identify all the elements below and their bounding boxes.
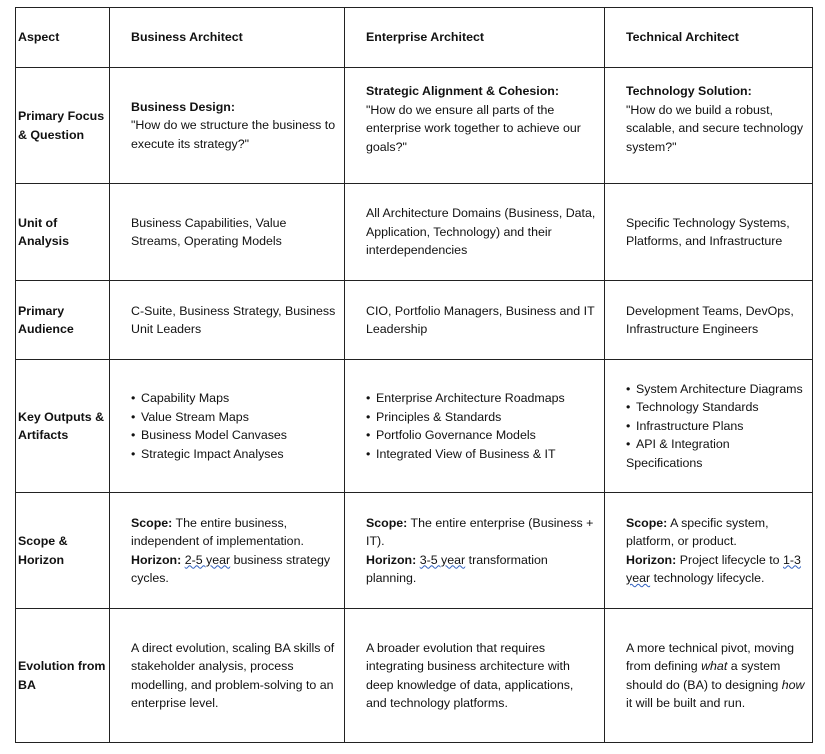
cell-business-focus — [110, 68, 345, 184]
list-item: • Technology Standards — [626, 398, 810, 417]
evolution-text: A more technical pivot, moving from defining — [626, 640, 795, 673]
horizon-text: Project lifecycle to — [679, 552, 780, 567]
cell-enterprise-unit: All Architecture Domains (Business, Data, Application, Technology) and their interdependencies — [345, 184, 605, 281]
horizon-line — [626, 551, 809, 588]
cell-technical-focus — [605, 68, 813, 184]
scope-line — [626, 514, 809, 551]
horizon-text: transformation planning. — [366, 552, 548, 585]
scope-text: The entire enterprise (Business + IT). — [366, 515, 594, 548]
row-aspect-primary-focus: Primary Focus & Question — [16, 68, 110, 184]
row-aspect-scope-horizon: Scope & Horizon — [16, 493, 110, 609]
row-aspect-evolution: Evolution from BA — [16, 609, 110, 743]
evolution-text: a system should do (BA) to designing — [626, 659, 781, 692]
cell-technical-audience: Development Teams, DevOps, Infrastructure Engineers — [605, 281, 813, 360]
header-business-architect: Business Architect — [110, 8, 345, 68]
cell-technical-outputs — [605, 360, 813, 493]
cell-enterprise-audience: CIO, Portfolio Managers, Business and IT Leadership — [345, 281, 605, 360]
list-item-text: API & Integration Specifications — [626, 437, 730, 470]
cell-title: Business Design: — [131, 99, 235, 114]
list-item — [626, 435, 786, 472]
list-item: • Integrated View of Business & IT — [366, 445, 596, 464]
scope-label: Scope: — [626, 515, 668, 530]
cell-enterprise-scope — [345, 493, 605, 609]
horizon-value: 3-5 year — [419, 552, 466, 567]
scope-text: A specific system, platform, or product. — [626, 515, 769, 548]
list-item: • Business Model Canvases — [131, 426, 336, 445]
cell-enterprise-evolution: A broader evolution that requires integrating business architecture with deep knowledge of data, applications, and technology platforms. — [345, 609, 605, 743]
table-row — [16, 281, 813, 360]
cell-enterprise-focus — [345, 68, 605, 184]
row-aspect-key-outputs: Key Outputs & Artifacts — [16, 360, 110, 493]
bullet-list — [131, 389, 336, 463]
row-aspect-unit-of-analysis: Unit of Analysis — [16, 184, 110, 281]
cell-title: Technology Solution: — [626, 84, 752, 98]
horizon-text: business strategy cycles. — [131, 552, 331, 585]
comparison-table — [15, 7, 813, 743]
list-item: • Enterprise Architecture Roadmaps — [366, 389, 596, 408]
list-item: • Capability Maps — [131, 389, 336, 408]
scope-text: The entire business, independent of implementation. — [131, 515, 304, 548]
cell-business-scope — [110, 493, 345, 609]
list-item: • Strategic Impact Analyses — [131, 445, 336, 464]
horizon-value: 2-5 year — [184, 552, 231, 567]
scope-line — [366, 514, 596, 551]
evolution-text: it will be built and run. — [626, 696, 746, 710]
horizon-label: Horizon: — [626, 552, 677, 567]
horizon-label: Horizon: — [131, 552, 182, 567]
horizon-line — [131, 551, 336, 588]
row-aspect-primary-audience: Primary Audience — [16, 281, 110, 360]
scope-line — [131, 514, 336, 551]
cell-text: "How do we ensure all parts of the enterprise work together to achieve our goals?" — [366, 102, 581, 154]
header-technical-architect: Technical Architect — [605, 8, 813, 68]
table-row — [16, 609, 813, 743]
horizon-value: 1-3 year — [626, 552, 801, 585]
horizon-text: technology lifecycle. — [653, 571, 765, 585]
header-aspect: Aspect — [16, 8, 110, 68]
table-row — [16, 68, 813, 184]
cell-technical-evolution — [605, 609, 813, 743]
horizon-label: Horizon: — [366, 552, 417, 567]
list-item: • Value Stream Maps — [131, 408, 336, 427]
header-row — [16, 8, 813, 68]
cell-technical-unit: Specific Technology Systems, Platforms, and Infrastructure — [605, 184, 813, 281]
scope-label: Scope: — [366, 515, 408, 530]
table-row — [16, 493, 813, 609]
cell-title: Strategic Alignment & Cohesion: — [366, 84, 559, 98]
cell-text: "How do we build a robust, scalable, and secure technology system?" — [626, 102, 804, 154]
evolution-emphasis: how — [781, 677, 805, 692]
table-row — [16, 184, 813, 281]
cell-business-outputs — [110, 360, 345, 493]
cell-business-unit: Business Capabilities, Value Streams, Operating Models — [110, 184, 345, 281]
bullet-list — [626, 380, 810, 473]
list-item: • Portfolio Governance Models — [366, 426, 596, 445]
cell-text: "How do we structure the business to execute its strategy?" — [131, 118, 336, 151]
list-item: • Principles & Standards — [366, 408, 596, 427]
cell-business-evolution: A direct evolution, scaling BA skills of stakeholder analysis, process modelling, and problem-solving to an enterprise level. — [110, 609, 345, 743]
cell-business-audience: C-Suite, Business Strategy, Business Unit Leaders — [110, 281, 345, 360]
header-enterprise-architect: Enterprise Architect — [345, 8, 605, 68]
table-row — [16, 360, 813, 493]
cell-enterprise-outputs — [345, 360, 605, 493]
list-item: • System Architecture Diagrams — [626, 380, 810, 399]
bullet-list — [366, 389, 596, 463]
list-item: • Infrastructure Plans — [626, 417, 810, 436]
evolution-emphasis: what — [701, 659, 728, 673]
horizon-line — [366, 551, 596, 588]
cell-technical-scope — [605, 493, 813, 609]
scope-label: Scope: — [131, 515, 173, 530]
